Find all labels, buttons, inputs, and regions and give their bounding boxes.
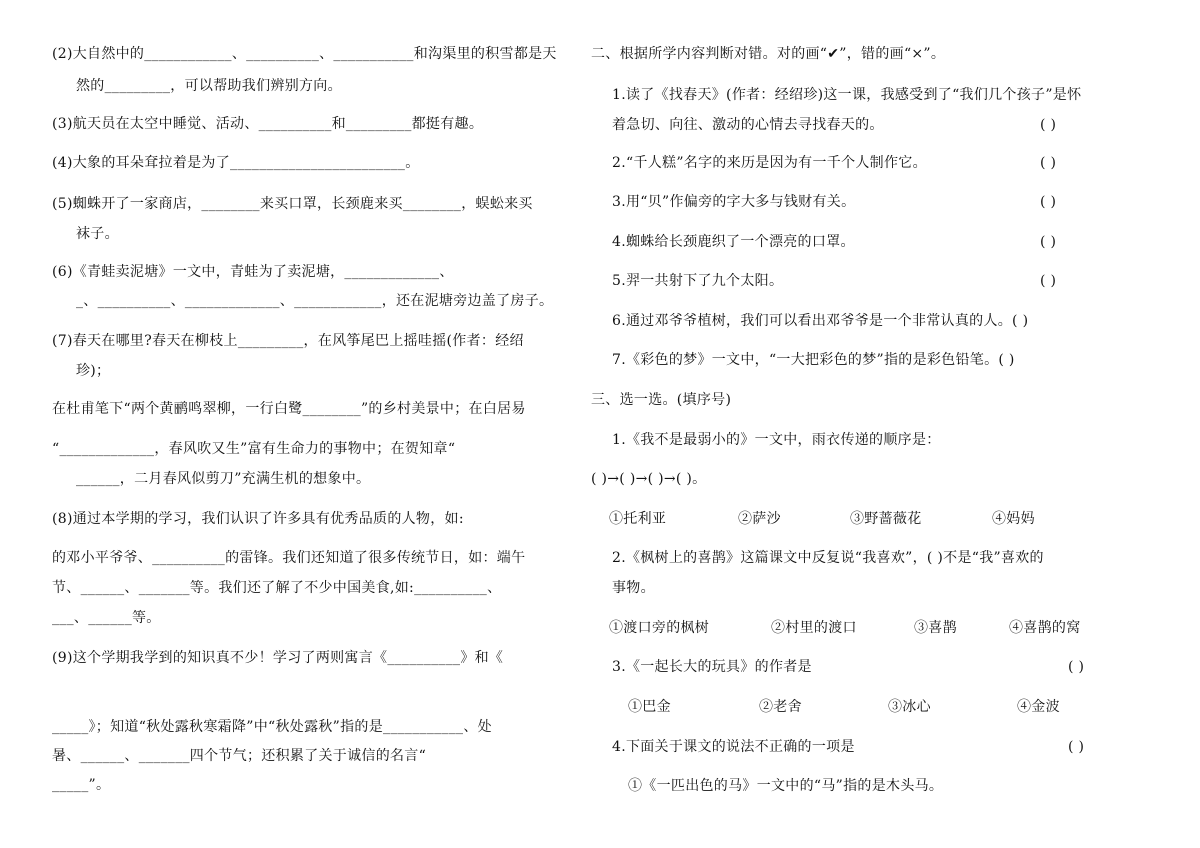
judge-item-6: 6.通过邓爷爷植树，我们可以看出邓爷爷是一个非常认真的人。( )	[612, 313, 1029, 329]
left-line-12: “_____________，春风吹又生”富有生命力的事物中；在贺知章“	[52, 441, 456, 457]
judge-item-2: 2.“千人糕”名字的来历是因为有一千个人制作它。	[612, 155, 927, 171]
q4-paren[interactable]: ( )	[1068, 739, 1085, 755]
choose-q3: 3.《一起长大的玩具》的作者是	[612, 659, 812, 675]
left-line-14: (8)通过本学期的学习，我们认识了许多具有优秀品质的人物，如:	[52, 511, 464, 527]
judge-paren-3[interactable]: ( )	[1040, 194, 1057, 210]
left-line-3: (3)航天员在太空中睡觉、活动、__________和_________都挺有趣。	[52, 116, 484, 132]
left-line-17: ___、______等。	[52, 610, 161, 626]
choose-q4: 4.下面关于课文的说法不正确的一项是	[612, 739, 855, 755]
left-line-6: 袜子。	[76, 226, 119, 242]
left-line-15: 的邓小平爷爷、__________的雷锋。我们还知道了很多传统节日，如：端午	[52, 550, 526, 566]
q1-option-3: ③野蔷薇花	[850, 511, 922, 527]
left-line-2: 然的_________，可以帮助我们辨别方向。	[76, 78, 342, 94]
left-line-13: ______，二月春风似剪刀”充满生机的想象中。	[76, 471, 371, 487]
choose-q2-cont: 事物。	[612, 580, 655, 596]
q2-option-1: ①渡口旁的枫树	[609, 620, 710, 636]
q3-option-1: ①巴金	[628, 699, 671, 715]
judge-item-4: 4.蜘蛛给长颈鹿织了一个漂亮的口罩。	[612, 234, 855, 250]
left-line-5: (5)蜘蛛开了一家商店，________来买口罩，长颈鹿来买________，蜈蚣来买	[52, 196, 533, 212]
judge-item-5: 5.羿一共射下了九个太阳。	[612, 273, 784, 289]
q3-option-4: ④金波	[1017, 699, 1060, 715]
left-line-11: 在杜甫笔下“两个黄鹂鸣翠柳，一行白鹭________”的乡村美景中；在白居易	[52, 401, 526, 417]
judge-paren-5[interactable]: ( )	[1040, 273, 1057, 289]
left-line-7: (6)《青蛙卖泥塘》一文中，青蛙为了卖泥塘，_____________、	[52, 264, 454, 280]
left-line-19: _____》；知道“秋处露秋寒霜降”中“秋处露秋”指的是___________、处	[52, 719, 492, 735]
left-line-20: 暑、______、_______四个节气；还积累了关于诚信的名言“	[52, 748, 427, 764]
judge-item-1-cont: 着急切、向往、激动的心情去寻找春天的。	[612, 117, 884, 133]
judge-paren-4[interactable]: ( )	[1040, 234, 1057, 250]
choose-q1-order[interactable]: ( )→( )→( )→( )。	[591, 471, 707, 487]
choose-q2: 2.《枫树上的喜鹊》这篇课文中反复说“我喜欢”，( )不是“我”喜欢的	[612, 550, 1044, 566]
q1-option-1: ①托利亚	[609, 511, 667, 527]
choose-q1: 1.《我不是最弱小的》一文中，雨衣传递的顺序是：	[612, 432, 941, 448]
judge-paren-1[interactable]: ( )	[1040, 117, 1057, 133]
section-2-title: 二、根据所学内容判断对错。对的画“✔”，错的画“×”。	[591, 46, 946, 62]
left-line-1: (2)大自然中的____________、__________、___________和沟渠里的积雪都是天	[52, 46, 557, 62]
q1-option-2: ②萨沙	[738, 511, 781, 527]
left-line-16: 节、______、_______等。我们还了解了不少中国美食,如:__________、	[52, 580, 502, 596]
q2-option-2: ②村里的渡口	[771, 620, 857, 636]
left-line-9: (7)春天在哪里?春天在柳枝上_________，在风筝尾巴上摇哇摇(作者：经绍	[52, 333, 524, 349]
q4-option-1: ①《一匹出色的马》一文中的“马”指的是木头马。	[628, 778, 944, 794]
section-3-title: 三、选一选。(填序号)	[591, 392, 732, 408]
left-line-10: 珍)；	[76, 363, 111, 379]
q3-option-3: ③冰心	[888, 699, 931, 715]
judge-item-7: 7.《彩色的梦》一文中，“一大把彩色的梦”指的是彩色铅笔。( )	[612, 352, 1015, 368]
q3-option-2: ②老舍	[759, 699, 802, 715]
left-line-18: (9)这个学期我学到的知识真不少！学习了两则寓言《__________》和《	[52, 650, 504, 666]
left-line-8: _、__________、_____________、____________，还在泥塘旁边盖了房子。	[76, 293, 554, 309]
q2-option-3: ③喜鹊	[914, 620, 957, 636]
judge-paren-2[interactable]: ( )	[1040, 155, 1057, 171]
left-line-21: _____”。	[52, 777, 111, 793]
q1-option-4: ④妈妈	[992, 511, 1035, 527]
q3-paren[interactable]: ( )	[1068, 659, 1085, 675]
judge-item-3: 3.用“贝”作偏旁的字大多与钱财有关。	[612, 194, 856, 210]
q2-option-4: ④喜鹊的窝	[1009, 620, 1081, 636]
judge-item-1: 1.读了《找春天》(作者：经绍珍)这一课，我感受到了“我们几个孩子”是怀	[612, 87, 1082, 103]
left-line-4: (4)大象的耳朵耷拉着是为了________________________。	[52, 155, 420, 171]
